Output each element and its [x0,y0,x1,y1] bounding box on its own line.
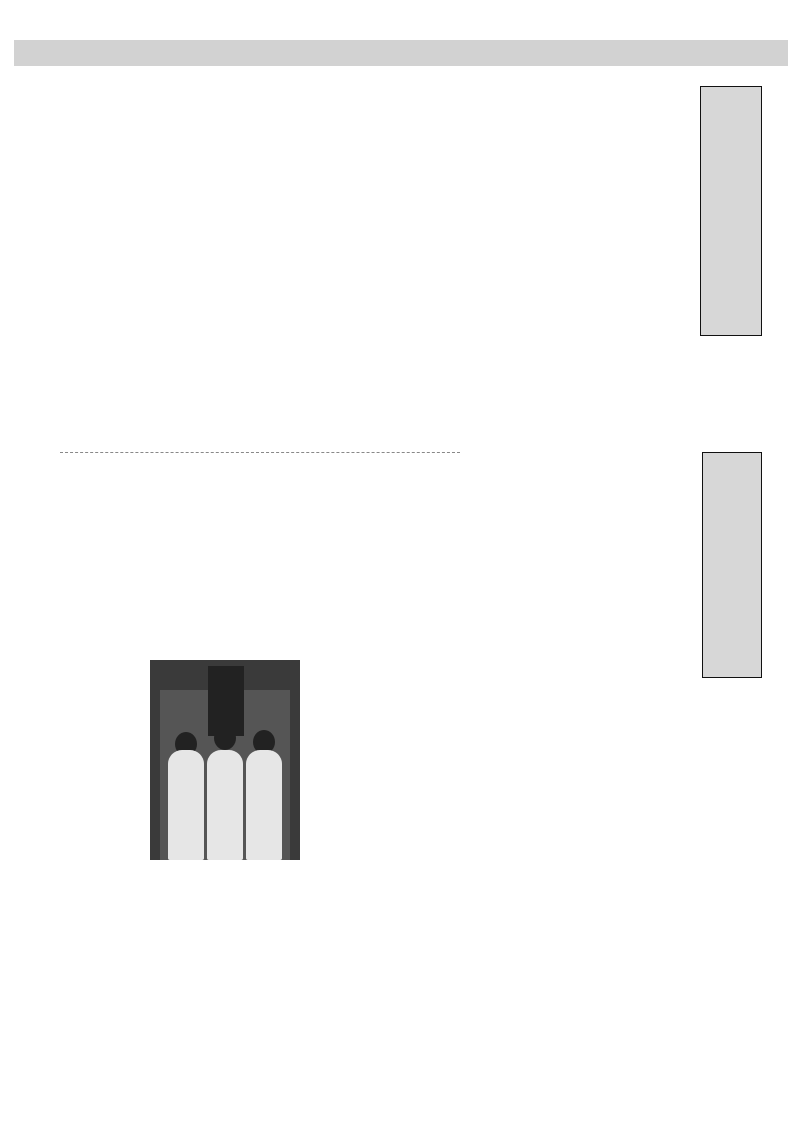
fire-photo [150,660,300,860]
bird-text-lower [60,880,672,1080]
divider-job [60,452,460,453]
fire-text [316,452,672,672]
header-band [14,40,788,66]
fire-title [702,452,762,678]
bird-text-upper [480,86,672,456]
bird-title [700,86,762,336]
